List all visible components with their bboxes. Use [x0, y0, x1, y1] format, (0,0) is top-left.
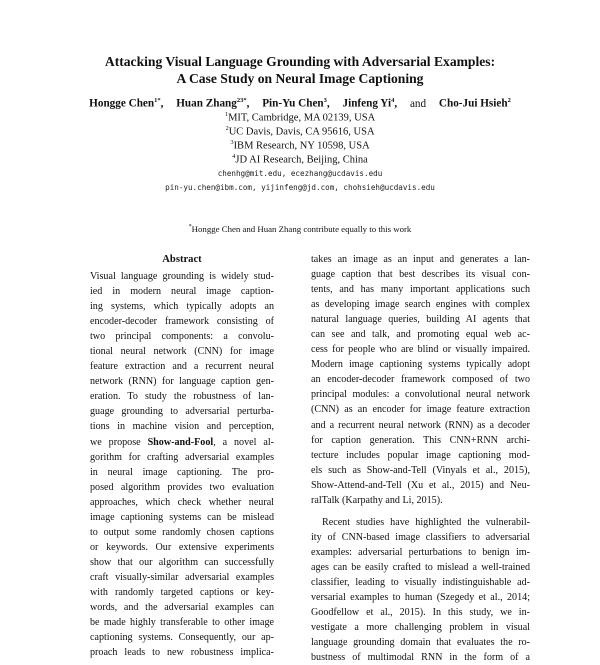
affiliation-sup: 2 — [225, 125, 229, 132]
abstract-body — [90, 269, 274, 660]
abstract-line: in neural image captioning. The pro- — [90, 466, 274, 478]
author-sup: 1* — [154, 97, 161, 104]
intro-line: versarial examples to human (Szegedy et al., 2014; — [311, 592, 530, 604]
abstract-line: tions in machine vision and perception, — [90, 421, 274, 433]
email-line-2: pin-yu.chen@ibm.com, yijinfeng@jd.com, chohsieh@ucdavis.edu — [165, 183, 435, 192]
intro-line: els such as Show-and-Tell (Vinyals et al., 2015), — [311, 464, 530, 476]
author-1: Hongge Chen$^{1*}$, — [89, 97, 164, 110]
method-name: Show-and-Fool — [147, 436, 214, 448]
intro-line: tents, and has many important applications such — [311, 284, 530, 296]
abstract-line: network (RNN) for language caption gen- — [90, 376, 274, 388]
abstract-line: posed algorithm provides two evaluation — [90, 481, 274, 493]
abstract-line: approaches, which check whether neural — [90, 496, 274, 508]
intro-line: can see and talk, and promoting equal web ac- — [311, 329, 530, 341]
intro-line: Goodfellow et al., 2015). In this study, we in- — [311, 607, 530, 619]
abstract-line: proach leads to new robustness implica- — [90, 647, 274, 659]
intro-line: classifier, leading to visually indistinguishable ad- — [311, 576, 530, 588]
intro-line: natural language queries, building AI agents that — [311, 314, 530, 326]
abstract-line: tional neural network (CNN) for image — [90, 346, 274, 358]
intro-line: an encoder-decoder framework composed of two — [311, 374, 530, 386]
abstract-heading: Abstract — [162, 254, 202, 265]
abstract-line: two principal components: a convolu- — [90, 331, 274, 343]
abstract-line: feature extraction and a recurrent neural — [90, 361, 274, 373]
author-sup: 23* — [236, 97, 247, 104]
intro-line: as developing image search engines with complex — [311, 299, 530, 311]
intro-line: guage caption that best describes its visual con- — [311, 269, 530, 281]
paper-title-line-1: Attacking Visual Language Grounding with Adversarial Examples: — [104, 54, 496, 69]
intro-line: cess for people who are blind or visually impaired. — [311, 344, 530, 356]
author-3: Pin-Yu Chen$^3$, — [262, 97, 330, 110]
intro-line: ages can be easily crafted to mislead a well-trained — [311, 561, 530, 573]
abstract-text: we propose — [90, 436, 141, 448]
abstract-line: be made highly transferable to other image — [90, 617, 274, 629]
abstract-line: captioning systems. Consequently, our ap- — [90, 632, 274, 644]
abstract-text: , a novel al- — [213, 436, 274, 448]
author-2: Huan Zhang$^{23*}$, — [176, 97, 250, 110]
abstract-line: guage grounding to adversarial perturba- — [90, 406, 274, 418]
intro-line: examples: adversarial perturbations to benign im- — [311, 546, 530, 558]
abstract-line: ing systems, which typically adopts an — [90, 301, 274, 313]
intro-line: vestigate a more challenging problem in visual — [311, 622, 530, 634]
intro-line: ity of CNN-based image classifiers to adversarial — [311, 531, 530, 543]
equal-contribution-note — [0, 222, 600, 235]
abstract-line: show that our algorithm can successfully — [90, 556, 274, 568]
affiliation-text: JD AI Research, Beijing, China — [235, 154, 368, 166]
intro-line: Show-Attend-and-Tell (Xu et al., 2015) and Neu- — [311, 479, 530, 491]
intro-line: principal modules: a convolutional neural network — [311, 389, 530, 401]
abstract-line: or keywords. Our extensive experiments — [90, 541, 274, 553]
affiliation-sup: 4 — [232, 153, 236, 160]
author-sup: 3 — [323, 97, 327, 104]
introduction-body — [311, 252, 530, 665]
affiliation-text: UC Davis, Davis, CA 95616, USA — [228, 126, 375, 138]
abstract-line: with randomly targeted captions or key- — [90, 586, 274, 598]
email-line-1: chenhg@mit.edu, ecezhang@ucdavis.edu — [217, 169, 383, 178]
intro-line: language grounding domain that evaluates the ro- — [311, 637, 530, 649]
intro-line: ralTalk (Karpathy and Li, 2015). — [311, 494, 443, 506]
author-sup: 4 — [391, 97, 395, 104]
intro-line: for caption generation. This CNN+RNN archi- — [311, 434, 530, 446]
affiliation-text: IBM Research, NY 10598, USA — [233, 140, 370, 152]
author-name: Pin-Yu Chen — [262, 97, 324, 110]
affiliation-sup: 3 — [230, 139, 234, 146]
note-text: Hongge Chen and Huan Zhang contribute equally to this work — [191, 223, 412, 234]
abstract-line: Visual language grounding is widely stud- — [90, 271, 274, 282]
abstract-line-keyword — [90, 435, 274, 450]
intro-line: Modern image captioning systems typically adopt — [311, 359, 530, 371]
abstract-line: craft visually-similar adversarial examples — [90, 571, 274, 583]
author-name: Cho-Jui Hsieh — [438, 97, 508, 110]
intro-line: tecture includes popular image captioning mod- — [311, 449, 530, 461]
abstract-line: image captioning systems can be mislead — [90, 511, 274, 523]
author-name: Huan Zhang — [176, 97, 237, 110]
note-sup: * — [188, 224, 192, 230]
author-sup: 2 — [507, 97, 511, 104]
intro-line: bustness of multimodal RNN in the form of a — [311, 652, 530, 664]
intro-line: (CNN) as an encoder for image feature extraction — [311, 404, 530, 416]
author-and: and — [409, 97, 427, 110]
abstract-line: ied in modern neural image caption- — [90, 286, 274, 298]
author-name: Jinfeng Yi — [342, 97, 392, 110]
affiliation-text: MIT, Cambridge, MA 02139, USA — [228, 112, 376, 124]
affiliation-4 — [0, 150, 600, 167]
paper-title-line-2: A Case Study on Neural Image Captioning — [176, 71, 424, 86]
affiliation-sup: 1 — [224, 111, 229, 118]
abstract-line: to output some randomly chosen captions — [90, 526, 274, 538]
author-4: Jinfeng Yi$^4$, — [342, 97, 398, 110]
abstract-line: gorithm for crafting adversarial examples — [90, 451, 274, 463]
abstract-line: encoder-decoder framework consisting of — [90, 316, 274, 328]
intro-line: and a recurrent neural network (RNN) as a decoder — [311, 419, 530, 431]
intro-line: Recent studies have highlighted the vulnerabil- — [322, 516, 530, 528]
intro-line: takes an image as an input and generates a lan- — [311, 254, 530, 265]
abstract-line: words, and the adversarial examples can — [90, 602, 274, 614]
author-name: Hongge Chen — [89, 97, 155, 110]
abstract-line: eration. To study the robustness of lan- — [90, 391, 274, 403]
